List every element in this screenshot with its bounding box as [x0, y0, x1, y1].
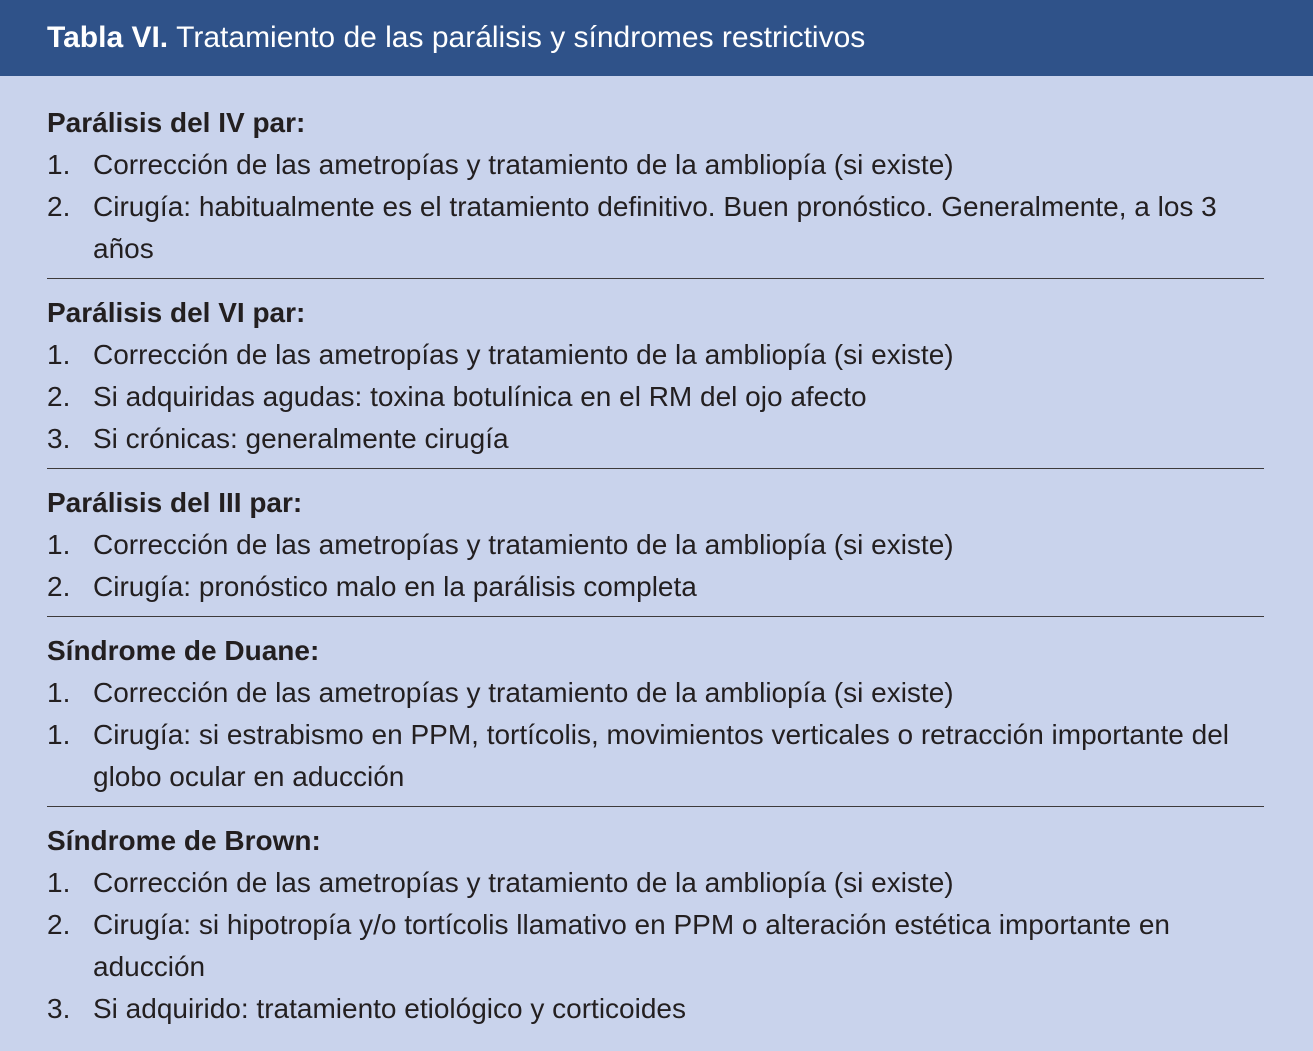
item-text: Si crónicas: generalmente cirugía	[93, 423, 509, 454]
section-items	[47, 334, 1264, 460]
list-item	[47, 144, 1264, 186]
item-text: Si adquiridas agudas: toxina botulínica en el RM del ojo afecto	[93, 381, 867, 412]
section-paralisis-vi-par	[47, 292, 1264, 469]
list-item	[47, 418, 1264, 460]
section-title: Síndrome de Brown:	[47, 825, 321, 856]
section-title: Parálisis del III par:	[47, 487, 303, 518]
table-label: Tabla VI.	[47, 21, 169, 54]
section-paralisis-iii-par	[47, 482, 1264, 617]
list-item	[47, 904, 1264, 988]
item-text: Cirugía: habitualmente es el tratamiento definitivo. Buen pronóstico. Generalmente, a los 3 años	[93, 191, 1217, 264]
section-title: Parálisis del VI par:	[47, 297, 306, 328]
item-number: 3.	[47, 993, 71, 1024]
table-content	[47, 102, 1264, 1051]
item-text: Corrección de las ametropías y tratamiento de la ambliopía (si existe)	[93, 867, 954, 898]
section-sindrome-brown	[47, 820, 1264, 1038]
item-number: 1.	[47, 867, 71, 898]
section-title: Parálisis del IV par:	[47, 107, 306, 138]
item-text: Cirugía: pronóstico malo en la parálisis completa	[93, 571, 697, 602]
item-text: Si adquirido: tratamiento etiológico y corticoides	[93, 993, 686, 1024]
list-item	[47, 334, 1264, 376]
section-items	[47, 672, 1264, 798]
list-item	[47, 566, 1264, 608]
item-text: Cirugía: si estrabismo en PPM, tortícolis, movimientos verticales o retracción importante del globo ocular en aducción	[93, 719, 1229, 792]
section-paralisis-iv-par	[47, 102, 1264, 279]
item-number: 2.	[47, 571, 71, 602]
list-item	[47, 672, 1264, 714]
table-title: Tratamiento de las parálisis y síndromes restrictivos	[176, 21, 866, 54]
item-number: 1.	[47, 529, 71, 560]
list-item	[47, 524, 1264, 566]
list-item	[47, 376, 1264, 418]
section-items	[47, 524, 1264, 608]
list-item	[47, 988, 1264, 1030]
item-text: Corrección de las ametropías y tratamiento de la ambliopía (si existe)	[93, 339, 954, 370]
item-number: 1.	[47, 149, 71, 180]
item-number: 2.	[47, 381, 71, 412]
item-number: 2.	[47, 191, 71, 222]
item-text: Corrección de las ametropías y tratamiento de la ambliopía (si existe)	[93, 529, 954, 560]
item-number: 1.	[47, 677, 71, 708]
item-text: Cirugía: si hipotropía y/o tortícolis llamativo en PPM o alteración estética importante en aducción	[93, 909, 1170, 982]
item-number: 1.	[47, 339, 71, 370]
section-items	[47, 862, 1264, 1030]
list-item	[47, 186, 1264, 270]
list-item	[47, 714, 1264, 798]
item-number: 2.	[47, 909, 71, 940]
section-items	[47, 144, 1264, 270]
section-sindrome-duane	[47, 630, 1264, 807]
item-number: 3.	[47, 423, 71, 454]
section-title: Síndrome de Duane:	[47, 635, 320, 666]
list-item	[47, 862, 1264, 904]
item-number: 1.	[47, 719, 71, 750]
item-text: Corrección de las ametropías y tratamiento de la ambliopía (si existe)	[93, 677, 954, 708]
table-header	[0, 0, 1313, 76]
item-text: Corrección de las ametropías y tratamiento de la ambliopía (si existe)	[93, 149, 954, 180]
